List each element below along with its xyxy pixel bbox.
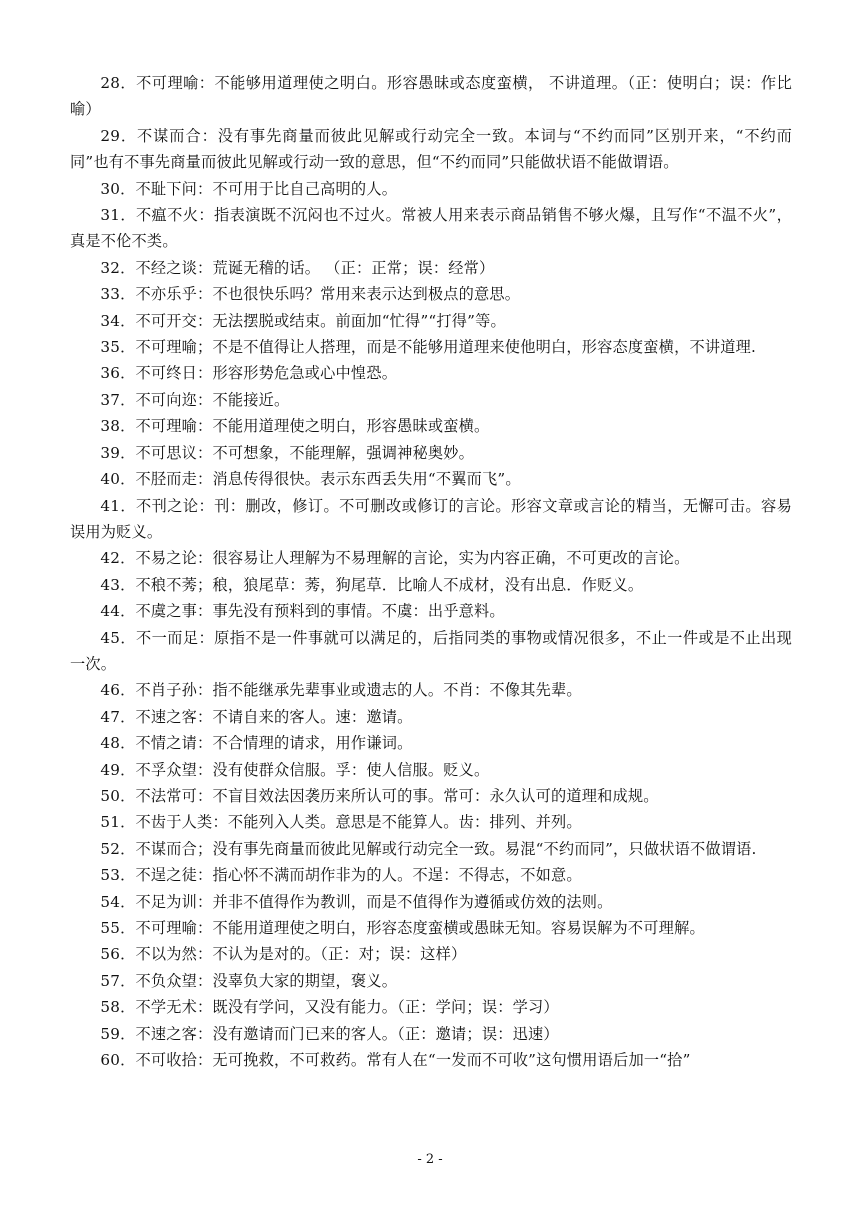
idiom-entry-48: 48．不情之请：不合情理的请求，用作谦词。 (100, 734, 413, 753)
idiom-entry-52: 52．不谋而合；没有事先商量而彼此见解或行动完全一致。易混“不约而同”，只做状语不做谓语. (100, 839, 757, 858)
idiom-entry-28: 28．不可理喻：不能够用道理使之明白。形容愚昧或态度蛮横， 不讲道理。（正：使明白；误：作比喻） (70, 74, 792, 119)
idiom-entry-36: 36．不可终日：形容形势危急或心中惶恐。 (100, 364, 398, 383)
idiom-entry-37: 37．不可向迩：不能接近。 (100, 390, 290, 409)
idiom-entry-35: 35．不可理喻；不是不值得让人搭理，而是不能够用道理来使他明白，形容态度蛮横，不讲道理. (100, 338, 757, 357)
page-number: - 2 - (417, 1152, 443, 1167)
document-body (70, 70, 792, 1073)
idiom-entry-56: 56．不以为然：不认为是对的。（正：对；误：这样） (100, 945, 467, 964)
idiom-entry-49: 49．不孚众望：没有使群众信服。孚：使人信服。贬义。 (100, 760, 490, 779)
idiom-entry-50: 50．不法常可：不盲目效法因袭历来所认可的事。常可：永久认可的道理和成规。 (100, 786, 659, 805)
idiom-entry-38: 38．不可理喻：不能用道理使之明白，形容愚昧或蛮横。 (100, 417, 490, 436)
idiom-entry-42: 42．不易之论：很容易让人理解为不易理解的言论，实为内容正确，不可更改的言论。 (100, 549, 690, 568)
idiom-entry-41: 41．不刊之论：刊：删改，修订。不可删改或修订的言论。形容文章或言论的精当，无懈可击。容易误用为贬义。 (70, 496, 792, 541)
idiom-entry-60: 60．不可收拾：无可挽救，不可救药。常有人在“一发而不可收”这句惯用语后加一“拾” (100, 1051, 691, 1070)
idiom-entry-54: 54．不足为训：并非不值得作为教训，而是不值得作为遵循或仿效的法则。 (100, 892, 613, 911)
idiom-entry-47: 47．不速之客：不请自来的客人。速：邀请。 (100, 707, 413, 726)
idiom-entry-40: 40．不胫而走：消息传得很快。表示东西丢失用“不翼而飞”。 (100, 470, 521, 489)
idiom-entry-32: 32．不经之谈：荒诞无稽的话。 （正：正常；误：经常） (100, 258, 495, 277)
idiom-entry-55: 55．不可理喻：不能用道理使之明白，形容态度蛮横或愚昧无知。容易误解为不可理解。 (100, 919, 705, 937)
idiom-entry-46: 46．不肖子孙：指不能继承先辈事业或遗志的人。不肖：不像其先辈。 (100, 681, 582, 700)
idiom-entry-30: 30．不耻下问：不可用于比自己高明的人。 (100, 179, 398, 198)
idiom-entry-34: 34．不可开交：无法摆脱或结束。前面加“忙得”“打得”等。 (100, 311, 506, 330)
idiom-entry-57: 57．不负众望：没辜负大家的期望，褒义。 (100, 971, 398, 990)
idiom-entry-44: 44．不虞之事：事先没有预料到的事情。不虞：出乎意料。 (100, 602, 505, 621)
idiom-entry-31: 31．不瘟不火：指表演既不沉闷也不过火。常被人用来表示商品销售不够火爆，且写作“不温不火”，真是不伦不类。 (70, 206, 792, 251)
idiom-entry-33: 33．不亦乐乎：不也很快乐吗？常用来表示达到极点的意思。 (100, 285, 521, 304)
idiom-entry-43: 43．不稂不莠；稂，狼尾草：莠，狗尾草．比喻人不成材，没有出息．作贬义。 (100, 575, 644, 594)
idiom-entry-58: 58．不学无术：既没有学问，又没有能力。（正：学问；误：学习） (100, 998, 559, 1017)
idiom-entry-51: 51．不齿于人类：不能列入人类。意思是不能算人。齿：排列、并列。 (100, 813, 582, 832)
idiom-entry-39: 39．不可思议：不可想象，不能理解，强调神秘奥妙。 (100, 443, 475, 462)
idiom-entry-59: 59．不速之客：没有邀请而门已来的客人。（正：邀请；误：迅速） (100, 1024, 559, 1043)
idiom-entry-53: 53．不逞之徒：指心怀不满而胡作非为的人。不逞：不得志，不如意。 (100, 866, 582, 885)
idiom-entry-45: 45．不一而足：原指不是一件事就可以满足的，后指同类的事物或情况很多，不止一件或是不止出现一次。 (70, 628, 792, 673)
idiom-entry-29: 29．不谋而合：没有事先商量而彼此见解或行动完全一致。本词与“不约而同”区别开来，“不约而同”也有不事先商量而彼此见解或行动一致的意思，但“不约而同”只能做状语不能做谓语。 (70, 126, 792, 172)
